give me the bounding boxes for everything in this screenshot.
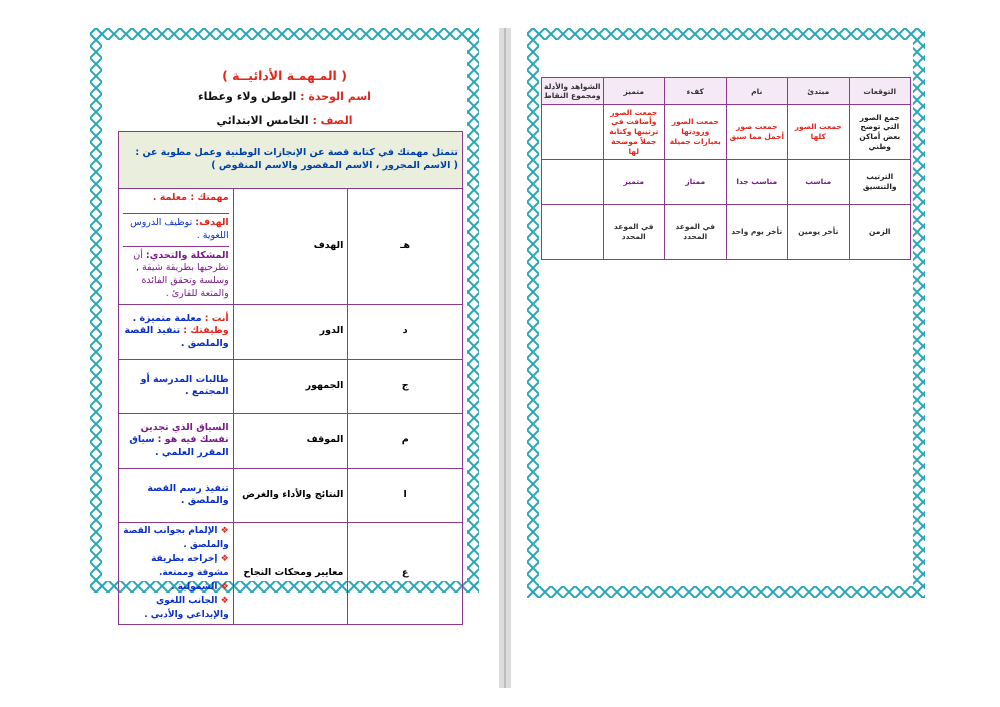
row-product [119, 468, 463, 522]
row-letter: د [348, 304, 463, 359]
rubric-row-arrangement [542, 160, 911, 205]
header-competent: كفء [665, 78, 727, 105]
row-letter: هـ [348, 189, 463, 305]
criteria-item: ❖ الشمولية . [123, 581, 229, 595]
row-content [119, 189, 234, 305]
rubric-cell: في الموعد المحدد [665, 205, 727, 260]
row-label: الهدف [233, 189, 348, 305]
row-goal [119, 189, 463, 305]
role-job [123, 325, 229, 351]
row-label: معايير ومحكات النجاح [233, 522, 348, 625]
row-letter: ج [348, 359, 463, 413]
unit-label: اسم الوحدة : [300, 90, 371, 103]
challenge-key: المشكلة والتحدي: [145, 249, 229, 261]
goal-key: الهدف: [195, 217, 229, 228]
evidence-cell [542, 160, 604, 205]
evidence-cell [542, 205, 604, 260]
grade-line [90, 114, 479, 127]
page-divider [499, 28, 511, 688]
criteria-list [123, 525, 229, 623]
criteria-item: ❖ الجانب اللغوي والإبداعي والأدبي . [123, 595, 229, 623]
criteria-item: ❖ إخراجه بطريقة مشوقة وممتعة. [123, 553, 229, 581]
job-key: وظيفتك : [183, 325, 229, 337]
criterion-cell: الزمن [849, 205, 911, 260]
grade-label: الصف : [312, 114, 353, 127]
goal-text [123, 214, 229, 247]
challenge-value: أن تطرحيها بطريقة شيقة , وسلسة وتحقق الفائدة والمتعة للقارئ . [133, 249, 229, 300]
row-content [119, 522, 234, 625]
rubric-cell: جمعت صور أجمل مما سبق [726, 105, 788, 160]
rubric-header-row [542, 78, 911, 105]
criterion-cell: الترتيب والتنسيق [849, 160, 911, 205]
row-label: الجمهور [233, 359, 348, 413]
row-criteria [119, 522, 463, 625]
you-key: أنت : [204, 312, 229, 324]
header-evidence: الشواهد والأدلة ومجموع النقاط [542, 78, 604, 105]
product-text: تنفيذ رسم القصة والملصق . [119, 468, 234, 522]
challenge-text [123, 247, 229, 304]
left-page [90, 28, 479, 620]
header-developing: نام [726, 78, 788, 105]
rubric-cell: في الموعد المحدد [603, 205, 665, 260]
row-label: الدور [233, 304, 348, 359]
header-beginner: مبتدئ [788, 78, 850, 105]
row-situation [119, 413, 463, 468]
grasps-table [118, 131, 463, 625]
task-line-2: ( الاسم المجرور ، الاسم المقصور والاسم المنقوص ) [211, 160, 458, 171]
situation-key: السياق الذي تجدين نفسك فيه هو : [140, 421, 229, 446]
you-value: معلمة متميزة . [132, 312, 202, 324]
unit-name-line [90, 90, 479, 103]
rubric-cell: متميز [603, 160, 665, 205]
row-letter: ع [348, 522, 463, 625]
rubric-table [541, 77, 911, 260]
rubric-cell: مناسب [788, 160, 850, 205]
criterion-cell: جمع الصور التي توضح بعض أماكن وطني [849, 105, 911, 160]
task-line-1: تتمثل مهمتك في كتابة قصة عن الإنجازات الوطنية وعمل مطوية عن : [135, 147, 458, 159]
right-page [527, 28, 925, 598]
row-letter: ا [348, 468, 463, 522]
rubric-row-time [542, 205, 911, 260]
situation-value: سياق المقرر العلمي . [129, 434, 229, 459]
header-excellent: متميز [603, 78, 665, 105]
row-audience [119, 359, 463, 413]
audience-text: طالبات المدرسة أو المجتمع . [119, 359, 234, 413]
rubric-cell: جمعت الصور كلها [788, 105, 850, 160]
mission-text: مهمتك : معلمة . [123, 189, 229, 214]
row-content [119, 413, 234, 468]
row-content [119, 304, 234, 359]
rubric-cell: مناسب جدا [726, 160, 788, 205]
doc-title: ( المـهمـة الأدائيــة ) [222, 68, 347, 83]
header-expectations: التوقعات [849, 78, 911, 105]
criteria-item: ❖ الإلمام بجوانب القصة والملصق . [123, 525, 229, 553]
role-you [123, 313, 229, 326]
rubric-cell: تأخر يومين [788, 205, 850, 260]
grade-value: الخامس الابتدائي [216, 114, 309, 127]
row-label: النتائج والأداء والغرض [233, 468, 348, 522]
rubric-cell: تأخر يوم واحد [726, 205, 788, 260]
rubric-row-photos [542, 105, 911, 160]
evidence-cell [542, 105, 604, 160]
rubric-cell: ممتاز [665, 160, 727, 205]
row-letter: م [348, 413, 463, 468]
task-description [119, 132, 463, 189]
unit-value: الوطن ولاء وعطاء [198, 90, 297, 103]
row-role [119, 304, 463, 359]
row-label: الموقف [233, 413, 348, 468]
goal-value: توظيف الدروس اللغوية . [130, 217, 229, 241]
rubric-cell: جمعت الصور وأضافت في ترتيبها وكتابة جملاً موضحة لها [603, 105, 665, 160]
job-value: تنفيذ القصة والملصق . [124, 325, 229, 350]
rubric-cell: جمعت الصور وزودتها بعبارات جميلة [665, 105, 727, 160]
